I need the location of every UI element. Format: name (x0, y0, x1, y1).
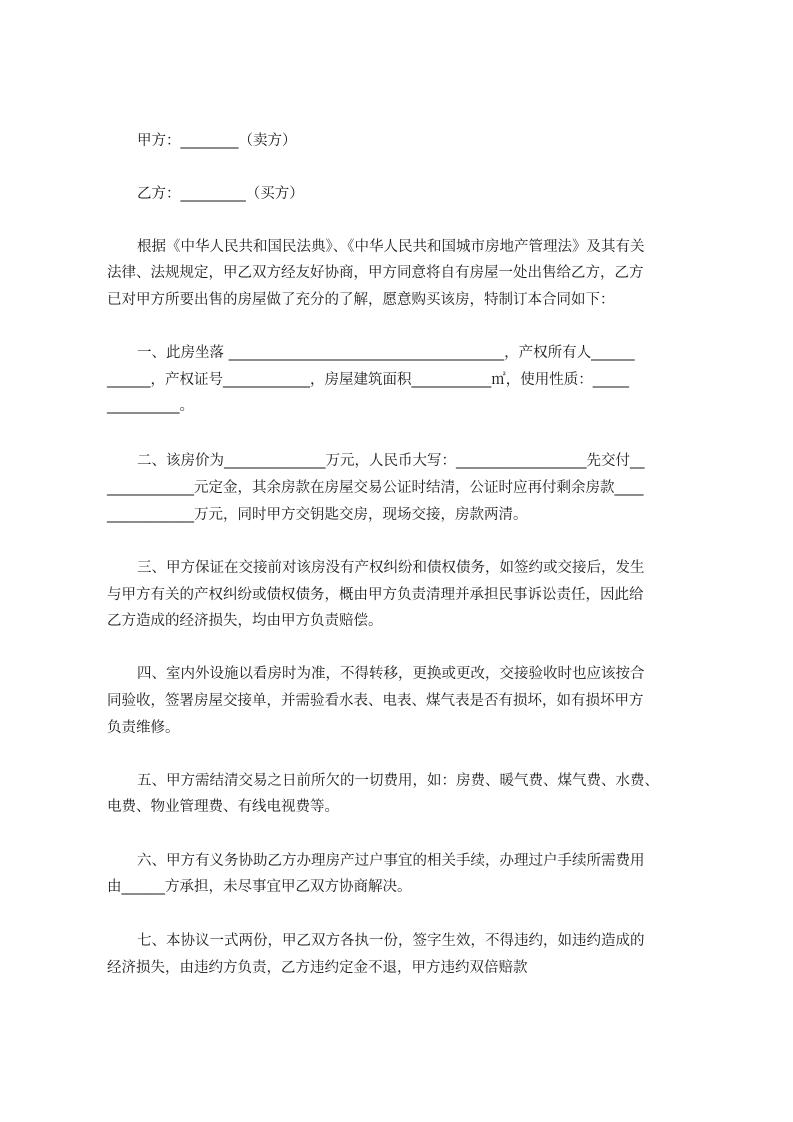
party-b-line: 乙方：_________（买方） (137, 186, 304, 202)
clause-5-line: 电费、物业管理费、有线电视费等。 (107, 799, 339, 815)
clause-3-line: 与甲方有关的产权纠纷或债权债务，概由甲方负责清理并承担民事诉讼责任，因此给 (107, 587, 644, 603)
clause-1-line: __________。 (107, 398, 194, 414)
preamble-line: 根据《中华人民共和国民法典》、《中华人民共和国城市房地产管理法》及其有关 (137, 239, 645, 255)
clause-2-line: 二、该房价为______________万元，人民币大写：__________________先交付__ (137, 453, 645, 469)
clause-3-line: 乙方造成的经济损失，均由甲方负责赔偿。 (107, 613, 383, 629)
clause-6-line: 六、甲方有义务协助乙方办理房产过户事宜的相关手续，办理过户手续所需费用 (137, 853, 645, 869)
party-a-line: 甲方：________（卖方） (137, 133, 297, 149)
preamble-line: 已对甲方所要出售的房屋做了充分的了解，愿意购买该房，特制订本合同如下： (107, 292, 615, 308)
clause-3-line: 三、甲方保证在交接前对该房没有产权纠纷和债权债务，如签约或交接后，发生 (137, 560, 645, 576)
clause-4-line: 同验收，签署房屋交接单，并需验看水表、电表、煤气表是否有损坏，如有损坏甲方 (107, 693, 644, 709)
clause-7-line: 七、本协议一式两份，甲乙双方各执一份，签字生效，不得违约，如违约造成的 (137, 933, 645, 949)
clause-7-line: 经济损失，由违约方负责，乙方违约定金不退，甲方违约双倍赔款 (107, 960, 528, 976)
preamble-line: 法律、法规规定，甲乙双方经友好协商，甲方同意将自有房屋一处出售给乙方，乙方 (107, 265, 644, 281)
clause-1-line: 一、此房坐落 ______________________________________，产权所有人______ (137, 345, 635, 361)
clause-5-line: 五、甲方需结清交易之日前所欠的一切费用，如：房费、暖气费、煤气费、水费、 (137, 773, 659, 789)
clause-2-line: ____________万元，同时甲方交钥匙交房，现场交接，房款两清。 (107, 507, 528, 523)
clause-6-line: 由______方承担，未尽事宜甲乙双方协商解决。 (107, 879, 412, 895)
clause-4-line: 四、室内外设施以看房时为准，不得转移，更换或更改，交接验收时也应该按合 (137, 666, 645, 682)
clause-2-line: ____________元定金，其余房款在房屋交易公证时结清，公证时应再付剩余房款____ (107, 480, 644, 496)
clause-4-line: 负责维修。 (107, 720, 180, 736)
clause-1-line: ______，产权证号____________，房屋建筑面积___________㎡，使用性质：_____ (107, 372, 629, 388)
